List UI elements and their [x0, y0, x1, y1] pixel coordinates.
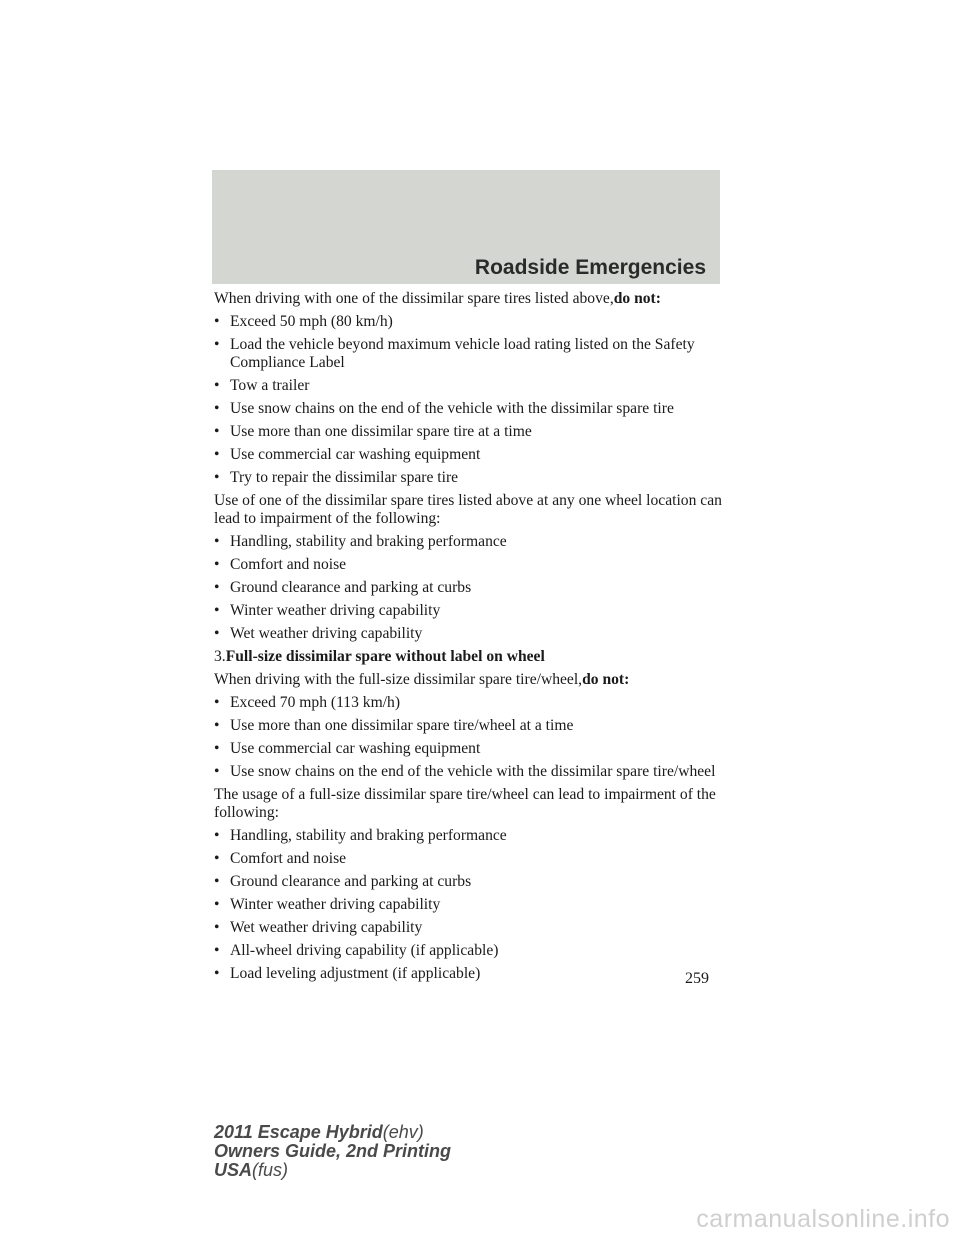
list-item: • Use more than one dissimilar spare tire at a time: [214, 423, 532, 440]
bullet-list-3: [214, 694, 724, 781]
bullet-icon: •: [214, 625, 220, 642]
list-item: • Comfort and noise: [214, 556, 347, 573]
list-item: • Handling, stability and braking performance: [214, 827, 507, 844]
bullet-icon: •: [214, 446, 220, 463]
list-item: • Ground clearance and parking at curbs: [214, 579, 472, 596]
list-item: • Comfort and noise: [214, 850, 347, 867]
list-item: • Exceed 70 mph (113 km/h): [214, 694, 401, 711]
list-item: • Wet weather driving capability: [214, 919, 423, 936]
section-title: Roadside Emergencies: [474, 256, 706, 279]
list-item: • Handling, stability and braking performance: [214, 533, 507, 550]
list-item: • Ground clearance and parking at curbs: [214, 873, 472, 890]
bullet-icon: •: [214, 556, 220, 573]
paragraph-4: The usage of a full-size dissimilar spare tire/wheel can lead to impairment of the following:: [214, 786, 716, 821]
page-content: [214, 290, 724, 988]
footer-line-1: 2011 Escape Hybrid(ehv): [214, 1122, 424, 1142]
bullet-list-1: [214, 313, 724, 487]
bullet-icon: •: [214, 694, 220, 711]
bullet-list-4: [214, 827, 724, 983]
bullet-icon: •: [214, 763, 220, 780]
list-item: • Tow a trailer: [214, 377, 310, 394]
bullet-icon: •: [214, 717, 220, 734]
bullet-icon: •: [214, 873, 220, 890]
list-item: • Use snow chains on the end of the vehicle with the dissimilar spare tire: [214, 400, 674, 417]
bullet-icon: •: [214, 423, 220, 440]
list-item: • Winter weather driving capability: [214, 602, 441, 619]
footer-line-3: USA(fus): [214, 1160, 289, 1180]
list-item: • Wet weather driving capability: [214, 625, 423, 642]
list-item: • All-wheel driving capability (if applicable): [214, 942, 499, 959]
paragraph-2: Use of one of the dissimilar spare tires listed above at any one wheel location can lead to impairment of the following:: [214, 492, 722, 527]
intro-paragraph-3: When driving with the full-size dissimilar spare tire/wheel,do not:: [214, 671, 630, 688]
bullet-icon: •: [214, 850, 220, 867]
bullet-icon: •: [214, 602, 220, 619]
list-item: • Winter weather driving capability: [214, 896, 441, 913]
bullet-list-2: [214, 533, 724, 643]
list-item: • Load the vehicle beyond maximum vehicle load rating listed on the Safety Compliance Label: [214, 336, 695, 371]
bullet-icon: •: [214, 942, 220, 959]
list-item: • Use commercial car washing equipment: [214, 740, 481, 757]
bullet-icon: •: [214, 469, 220, 486]
bullet-icon: •: [214, 965, 220, 982]
bullet-icon: •: [214, 313, 220, 330]
document-footer: [214, 1123, 451, 1180]
bullet-icon: •: [214, 400, 220, 417]
list-item: • Use more than one dissimilar spare tire/wheel at a time: [214, 717, 574, 734]
bullet-icon: •: [214, 827, 220, 844]
bullet-icon: •: [214, 579, 220, 596]
bullet-icon: •: [214, 919, 220, 936]
bullet-icon: •: [214, 896, 220, 913]
numbered-heading-3: 3.Full-size dissimilar spare without label on wheel: [214, 648, 545, 665]
bullet-icon: •: [214, 740, 220, 757]
list-item: • Try to repair the dissimilar spare tire: [214, 469, 459, 486]
intro-paragraph-1: When driving with one of the dissimilar spare tires listed above,do not:: [214, 290, 661, 307]
list-item: • Use snow chains on the end of the vehicle with the dissimilar spare tire/wheel: [214, 763, 716, 780]
footer-line-2: Owners Guide, 2nd Printing: [214, 1141, 452, 1161]
list-item: • Exceed 50 mph (80 km/h): [214, 313, 393, 330]
watermark: carmanualsonline.info: [696, 1205, 950, 1233]
list-item: • Load leveling adjustment (if applicable): [214, 965, 481, 982]
bullet-icon: •: [214, 336, 220, 353]
list-item: • Use commercial car washing equipment: [214, 446, 481, 463]
section-header-band: [212, 170, 720, 284]
bullet-icon: •: [214, 533, 220, 550]
page-number: 259: [685, 970, 709, 987]
bullet-icon: •: [214, 377, 220, 394]
